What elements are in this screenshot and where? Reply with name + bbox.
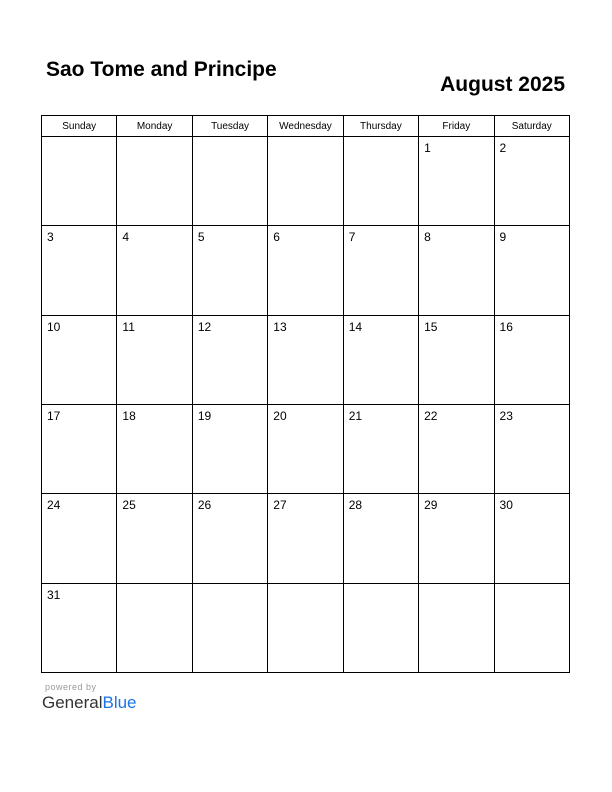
day-number: [117, 584, 191, 588]
day-cell: [117, 226, 192, 315]
day-cell: [42, 494, 117, 583]
day-cell: [42, 583, 117, 672]
day-cell: [42, 226, 117, 315]
day-number: 24: [47, 498, 61, 513]
week-row: [42, 137, 570, 226]
day-cell: [494, 404, 569, 493]
day-cell: [42, 315, 117, 404]
day-number: 17: [47, 408, 61, 423]
day-number: 6: [273, 230, 280, 245]
weekday-header: Thursday: [343, 116, 418, 137]
day-number: [193, 137, 267, 141]
day-number: 28: [348, 498, 363, 513]
day-cell: [419, 137, 494, 226]
day-number: 14: [348, 319, 363, 334]
week-row: [42, 494, 570, 583]
day-number: [268, 137, 342, 141]
day-number: 15: [424, 319, 438, 334]
day-cell: [42, 404, 117, 493]
day-cell: [343, 583, 418, 672]
day-cell: [117, 137, 192, 226]
day-cell: [192, 404, 267, 493]
day-number: [344, 137, 418, 141]
day-cell: [343, 315, 418, 404]
day-cell: [192, 315, 267, 404]
day-number: [117, 137, 191, 141]
day-cell: [117, 404, 192, 493]
powered-by-text: powered by: [45, 682, 97, 692]
week-row: [42, 315, 570, 404]
day-cell: [268, 137, 343, 226]
day-number: 4: [122, 230, 130, 245]
day-number: [344, 584, 418, 588]
day-cell: [268, 404, 343, 493]
month-title: August 2025: [440, 73, 565, 96]
brand-general: General: [42, 693, 103, 712]
day-number: 2: [499, 141, 507, 155]
day-number: 13: [273, 319, 287, 334]
day-number: 30: [499, 498, 513, 513]
day-cell: [494, 315, 569, 404]
week-row: [42, 226, 570, 315]
day-cell: [268, 494, 343, 583]
day-cell: [268, 583, 343, 672]
weekday-header: Wednesday: [268, 116, 343, 137]
day-number: 29: [424, 498, 438, 513]
day-cell: [268, 226, 343, 315]
day-cell: [42, 137, 117, 226]
day-number: 23: [499, 408, 513, 423]
day-cell: [117, 315, 192, 404]
day-number: 16: [499, 319, 513, 334]
day-cell: [494, 583, 569, 672]
day-number: 25: [122, 498, 136, 513]
day-cell: [117, 583, 192, 672]
country-title: Sao Tome and Principe: [46, 58, 277, 81]
day-cell: [494, 494, 569, 583]
day-cell: [419, 315, 494, 404]
day-number: 22: [424, 408, 438, 423]
day-cell: [419, 226, 494, 315]
weekday-header-row: [42, 116, 570, 137]
weekday-header: Tuesday: [192, 116, 267, 137]
day-number: 26: [197, 498, 212, 513]
day-cell: [192, 494, 267, 583]
day-number: 1: [424, 141, 431, 155]
day-cell: [192, 226, 267, 315]
day-number: 18: [122, 408, 136, 423]
day-cell: [343, 137, 418, 226]
day-number: 7: [348, 230, 356, 245]
day-cell: [343, 226, 418, 315]
weekday-header: Monday: [117, 116, 192, 137]
weekday-header: Saturday: [494, 116, 569, 137]
week-row: [42, 583, 570, 672]
day-cell: [343, 404, 418, 493]
day-number: 9: [499, 230, 507, 245]
day-number: 3: [47, 230, 54, 245]
day-cell: [192, 137, 267, 226]
weekday-header: Sunday: [42, 116, 117, 137]
weekday-header: Friday: [419, 116, 494, 137]
day-number: [419, 584, 493, 588]
calendar-grid: [41, 115, 570, 673]
day-number: 19: [197, 408, 212, 423]
week-row: [42, 404, 570, 493]
day-number: [42, 137, 116, 141]
day-cell: [192, 583, 267, 672]
day-cell: [419, 583, 494, 672]
day-number: 12: [197, 319, 212, 334]
day-cell: [494, 226, 569, 315]
day-cell: [494, 137, 569, 226]
day-cell: [343, 494, 418, 583]
day-number: [495, 584, 569, 588]
day-number: 21: [348, 408, 363, 423]
day-number: 11: [122, 319, 135, 334]
day-cell: [419, 404, 494, 493]
brand-blue: Blue: [102, 693, 137, 712]
day-cell: [419, 494, 494, 583]
day-number: 31: [47, 587, 61, 602]
day-number: 10: [47, 319, 61, 334]
day-number: 8: [424, 230, 431, 245]
day-cell: [117, 494, 192, 583]
day-number: 20: [273, 408, 287, 423]
day-number: 5: [197, 230, 205, 245]
day-number: [268, 584, 342, 588]
day-cell: [268, 315, 343, 404]
generalblue-logo[interactable]: [42, 693, 137, 713]
day-number: [193, 584, 267, 588]
day-number: 27: [273, 498, 287, 513]
